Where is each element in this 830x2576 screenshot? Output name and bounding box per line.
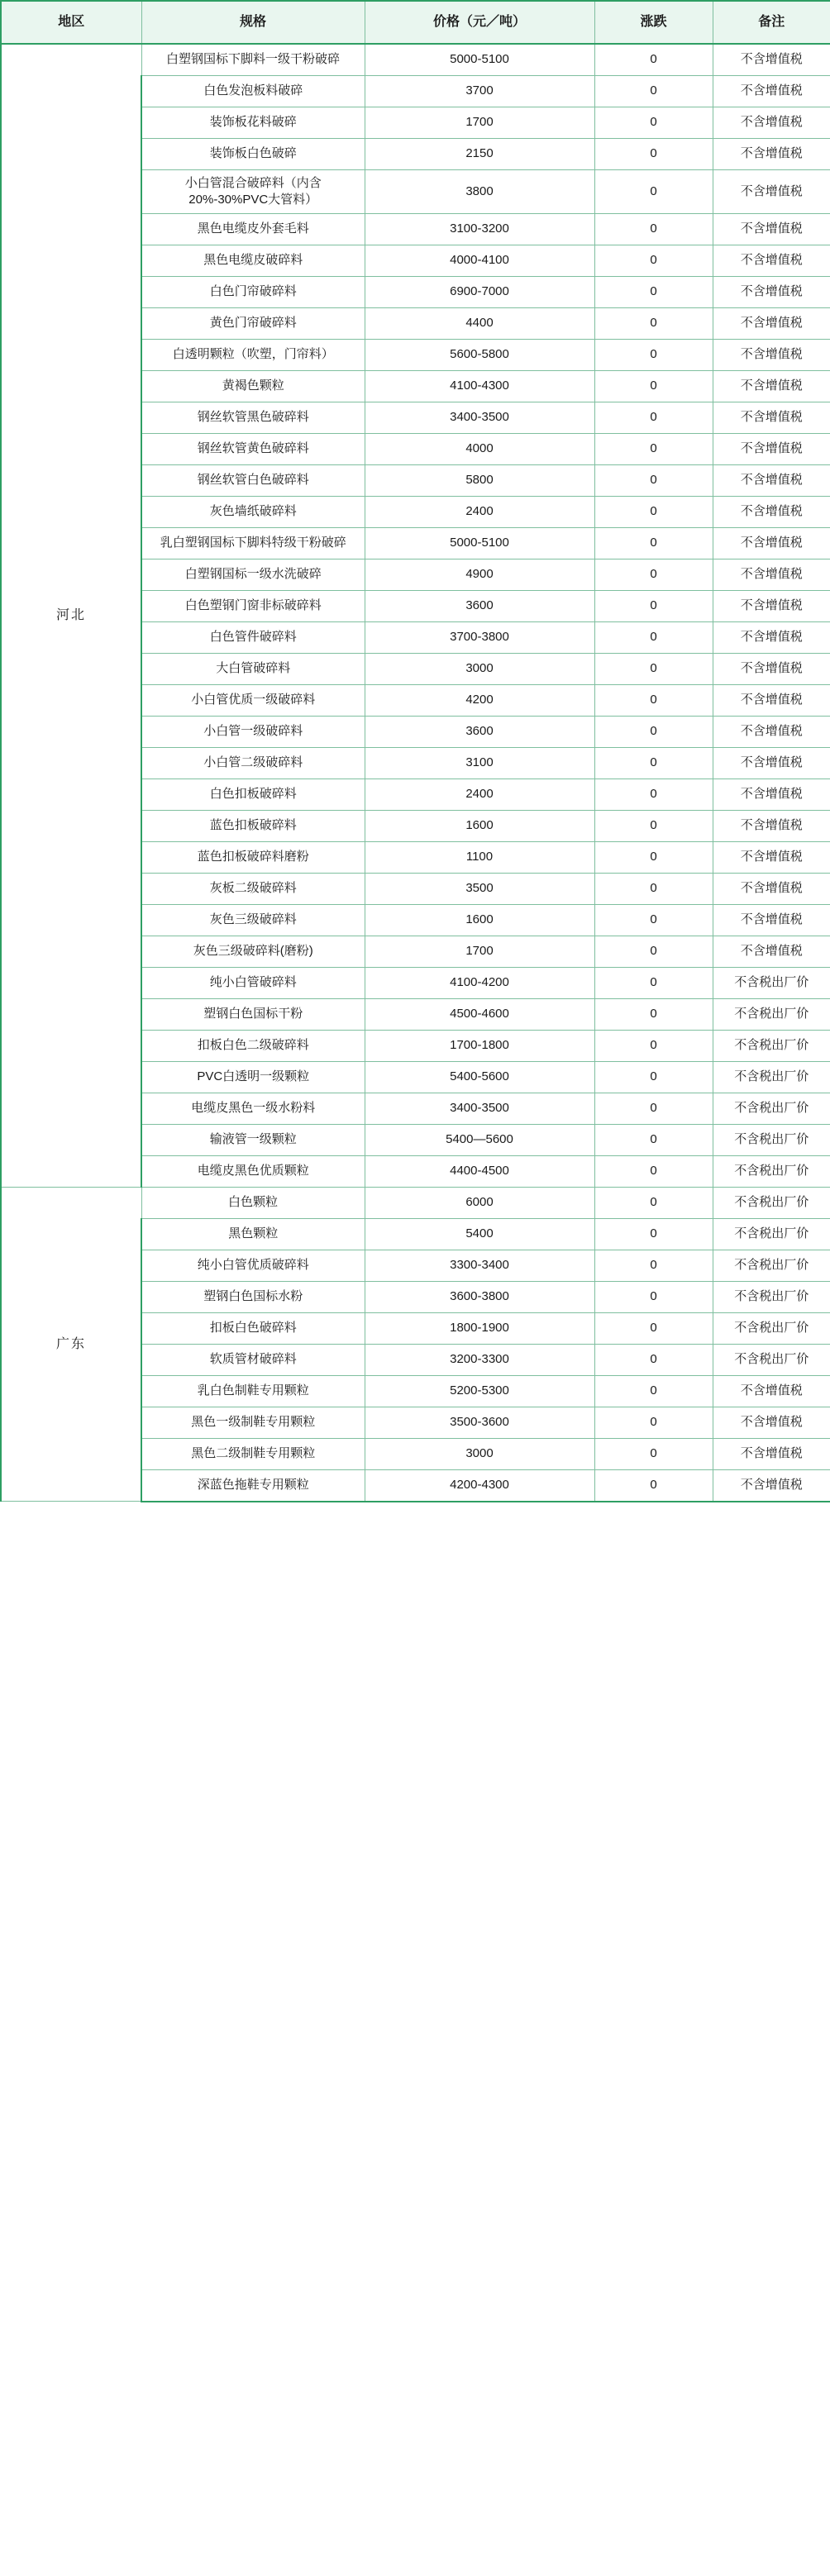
note-cell: 不含税出厂价 [713,1313,830,1345]
note-cell: 不含增值税 [713,214,830,245]
note-cell: 不含增值税 [713,654,830,685]
note-cell: 不含增值税 [713,1470,830,1502]
change-cell: 0 [594,277,713,308]
change-cell: 0 [594,1062,713,1093]
price-cell: 4000-4100 [365,245,594,277]
spec-cell: 白塑钢国标下脚料一级干粉破碎 [141,44,365,75]
change-cell: 0 [594,968,713,999]
note-cell: 不含增值税 [713,371,830,402]
price-cell: 1800-1900 [365,1313,594,1345]
note-cell: 不含增值税 [713,245,830,277]
price-cell: 4900 [365,559,594,591]
change-cell: 0 [594,905,713,936]
change-cell: 0 [594,1345,713,1376]
change-cell: 0 [594,1125,713,1156]
change-cell: 0 [594,1250,713,1282]
note-cell: 不含增值税 [713,75,830,107]
price-cell: 5600-5800 [365,340,594,371]
price-cell: 1700 [365,936,594,968]
spec-cell: 小白管优质一级破碎料 [141,685,365,717]
change-cell: 0 [594,371,713,402]
note-cell: 不含增值税 [713,842,830,874]
spec-cell: 白色塑钢门窗非标破碎料 [141,591,365,622]
change-cell: 0 [594,1470,713,1502]
note-cell: 不含增值税 [713,434,830,465]
spec-cell: 钢丝软管黑色破碎料 [141,402,365,434]
change-cell: 0 [594,434,713,465]
price-cell: 4000 [365,434,594,465]
change-cell: 0 [594,811,713,842]
note-cell: 不含增值税 [713,528,830,559]
table-header [1,1,830,44]
spec-cell: 电缆皮黑色优质颗粒 [141,1156,365,1188]
spec-cell: 灰色墙纸破碎料 [141,497,365,528]
spec-cell: 白透明颗粒（吹塑，门帘料） [141,340,365,371]
column-header-price: 价格（元／吨） [365,1,594,44]
price-cell: 6000 [365,1188,594,1219]
note-cell: 不含税出厂价 [713,1188,830,1219]
note-cell: 不含增值税 [713,811,830,842]
note-cell: 不含增值税 [713,1376,830,1407]
price-cell: 4500-4600 [365,999,594,1031]
change-cell: 0 [594,528,713,559]
price-cell: 3100 [365,748,594,779]
price-cell: 1100 [365,842,594,874]
spec-cell: 白色门帘破碎料 [141,277,365,308]
price-cell: 5400—5600 [365,1125,594,1156]
note-cell: 不含增值税 [713,622,830,654]
spec-cell: 软质管材破碎料 [141,1345,365,1376]
change-cell: 0 [594,1376,713,1407]
note-cell: 不含增值税 [713,1407,830,1439]
change-cell: 0 [594,1156,713,1188]
note-cell: 不含增值税 [713,559,830,591]
note-cell: 不含税出厂价 [713,968,830,999]
change-cell: 0 [594,999,713,1031]
spec-cell: 灰色三级破碎料 [141,905,365,936]
change-cell: 0 [594,1282,713,1313]
spec-cell: 灰色三级破碎料(磨粉) [141,936,365,968]
price-cell: 4400-4500 [365,1156,594,1188]
table-body [1,44,830,1502]
price-cell: 1600 [365,905,594,936]
note-cell: 不含增值税 [713,308,830,340]
spec-cell: 白色扣板破碎料 [141,779,365,811]
note-cell: 不含增值税 [713,402,830,434]
note-cell: 不含增值税 [713,717,830,748]
price-cell: 3000 [365,654,594,685]
price-cell: 4400 [365,308,594,340]
spec-cell: 钢丝软管黄色破碎料 [141,434,365,465]
price-cell: 3700-3800 [365,622,594,654]
change-cell: 0 [594,685,713,717]
note-cell: 不含增值税 [713,169,830,214]
spec-cell: 扣板白色破碎料 [141,1313,365,1345]
change-cell: 0 [594,622,713,654]
note-cell: 不含增值税 [713,905,830,936]
price-cell: 1700 [365,107,594,138]
note-cell: 不含增值税 [713,1439,830,1470]
price-cell: 3700 [365,75,594,107]
spec-cell: 乳白塑钢国标下脚料特级干粉破碎 [141,528,365,559]
spec-cell: 小白管混合破碎料（内含20%-30%PVC大管料） [141,169,365,214]
spec-cell: 乳白色制鞋专用颗粒 [141,1376,365,1407]
price-cell: 5000-5100 [365,528,594,559]
spec-cell: 蓝色扣板破碎料磨粉 [141,842,365,874]
price-cell: 3600-3800 [365,1282,594,1313]
note-cell: 不含增值税 [713,685,830,717]
note-cell: 不含税出厂价 [713,1250,830,1282]
price-cell: 2400 [365,497,594,528]
column-header-note: 备注 [713,1,830,44]
price-cell: 4100-4200 [365,968,594,999]
change-cell: 0 [594,75,713,107]
spec-cell: 纯小白管优质破碎料 [141,1250,365,1282]
note-cell: 不含税出厂价 [713,999,830,1031]
note-cell: 不含增值税 [713,779,830,811]
price-cell: 3400-3500 [365,402,594,434]
spec-cell: 塑钢白色国标干粉 [141,999,365,1031]
note-cell: 不含税出厂价 [713,1031,830,1062]
region-cell: 广东 [1,1188,141,1502]
price-cell: 3600 [365,717,594,748]
table-row [1,1188,830,1219]
change-cell: 0 [594,559,713,591]
change-cell: 0 [594,654,713,685]
spec-cell: 黑色一级制鞋专用颗粒 [141,1407,365,1439]
change-cell: 0 [594,842,713,874]
spec-cell: 塑钢白色国标水粉 [141,1282,365,1313]
spec-cell: 蓝色扣板破碎料 [141,811,365,842]
note-cell: 不含增值税 [713,748,830,779]
spec-cell: 纯小白管破碎料 [141,968,365,999]
region-cell: 河北 [1,44,141,1188]
note-cell: 不含税出厂价 [713,1282,830,1313]
note-cell: 不含增值税 [713,936,830,968]
price-cell: 3100-3200 [365,214,594,245]
change-cell: 0 [594,1439,713,1470]
change-cell: 0 [594,591,713,622]
spec-cell: 小白管一级破碎料 [141,717,365,748]
change-cell: 0 [594,1093,713,1125]
note-cell: 不含增值税 [713,465,830,497]
change-cell: 0 [594,1407,713,1439]
price-cell: 3500 [365,874,594,905]
price-cell: 3500-3600 [365,1407,594,1439]
price-cell: 3600 [365,591,594,622]
change-cell: 0 [594,717,713,748]
spec-cell: 黑色二级制鞋专用颗粒 [141,1439,365,1470]
change-cell: 0 [594,214,713,245]
spec-cell: 白色发泡板料破碎 [141,75,365,107]
note-cell: 不含增值税 [713,340,830,371]
spec-cell: 黄色门帘破碎料 [141,308,365,340]
price-cell: 4200-4300 [365,1470,594,1502]
change-cell: 0 [594,402,713,434]
note-cell: 不含税出厂价 [713,1219,830,1250]
column-header-change: 涨跌 [594,1,713,44]
change-cell: 0 [594,245,713,277]
price-cell: 4200 [365,685,594,717]
price-cell: 3800 [365,169,594,214]
spec-cell: 白色管件破碎料 [141,622,365,654]
column-header-spec: 规格 [141,1,365,44]
change-cell: 0 [594,44,713,75]
price-cell: 1600 [365,811,594,842]
change-cell: 0 [594,1313,713,1345]
note-cell: 不含增值税 [713,44,830,75]
spec-cell: 小白管二级破碎料 [141,748,365,779]
price-cell: 5200-5300 [365,1376,594,1407]
change-cell: 0 [594,138,713,169]
table-row [1,44,830,75]
change-cell: 0 [594,874,713,905]
spec-cell: 深蓝色拖鞋专用颗粒 [141,1470,365,1502]
spec-cell: 黑色电缆皮破碎料 [141,245,365,277]
spec-cell: 电缆皮黑色一级水粉料 [141,1093,365,1125]
spec-cell: 黄褐色颗粒 [141,371,365,402]
change-cell: 0 [594,1188,713,1219]
change-cell: 0 [594,1031,713,1062]
spec-cell: 扣板白色二级破碎料 [141,1031,365,1062]
change-cell: 0 [594,169,713,214]
note-cell: 不含税出厂价 [713,1062,830,1093]
price-cell: 4100-4300 [365,371,594,402]
change-cell: 0 [594,340,713,371]
spec-cell: 装饰板白色破碎 [141,138,365,169]
note-cell: 不含税出厂价 [713,1345,830,1376]
spec-cell: PVC白透明一级颗粒 [141,1062,365,1093]
price-cell: 5800 [365,465,594,497]
change-cell: 0 [594,465,713,497]
price-cell: 3300-3400 [365,1250,594,1282]
column-header-region: 地区 [1,1,141,44]
price-cell: 3200-3300 [365,1345,594,1376]
note-cell: 不含税出厂价 [713,1125,830,1156]
change-cell: 0 [594,497,713,528]
note-cell: 不含税出厂价 [713,1156,830,1188]
price-cell: 5400-5600 [365,1062,594,1093]
spec-cell: 灰板二级破碎料 [141,874,365,905]
note-cell: 不含增值税 [713,497,830,528]
change-cell: 0 [594,936,713,968]
price-cell: 5000-5100 [365,44,594,75]
price-cell: 6900-7000 [365,277,594,308]
note-cell: 不含增值税 [713,874,830,905]
note-cell: 不含增值税 [713,107,830,138]
change-cell: 0 [594,779,713,811]
price-cell: 3400-3500 [365,1093,594,1125]
spec-cell: 输液管一级颗粒 [141,1125,365,1156]
price-cell: 3000 [365,1439,594,1470]
spec-cell: 白色颗粒 [141,1188,365,1219]
note-cell: 不含增值税 [713,277,830,308]
price-cell: 2400 [365,779,594,811]
spec-cell: 黑色颗粒 [141,1219,365,1250]
spec-cell: 大白管破碎料 [141,654,365,685]
change-cell: 0 [594,1219,713,1250]
note-cell: 不含税出厂价 [713,1093,830,1125]
price-cell: 2150 [365,138,594,169]
spec-cell: 白塑钢国标一级水洗破碎 [141,559,365,591]
table-header-row [1,1,830,44]
spec-cell: 钢丝软管白色破碎料 [141,465,365,497]
price-cell: 1700-1800 [365,1031,594,1062]
spec-cell: 装饰板花料破碎 [141,107,365,138]
change-cell: 0 [594,748,713,779]
note-cell: 不含增值税 [713,138,830,169]
spec-cell: 黑色电缆皮外套毛料 [141,214,365,245]
change-cell: 0 [594,308,713,340]
note-cell: 不含增值税 [713,591,830,622]
change-cell: 0 [594,107,713,138]
price-cell: 5400 [365,1219,594,1250]
